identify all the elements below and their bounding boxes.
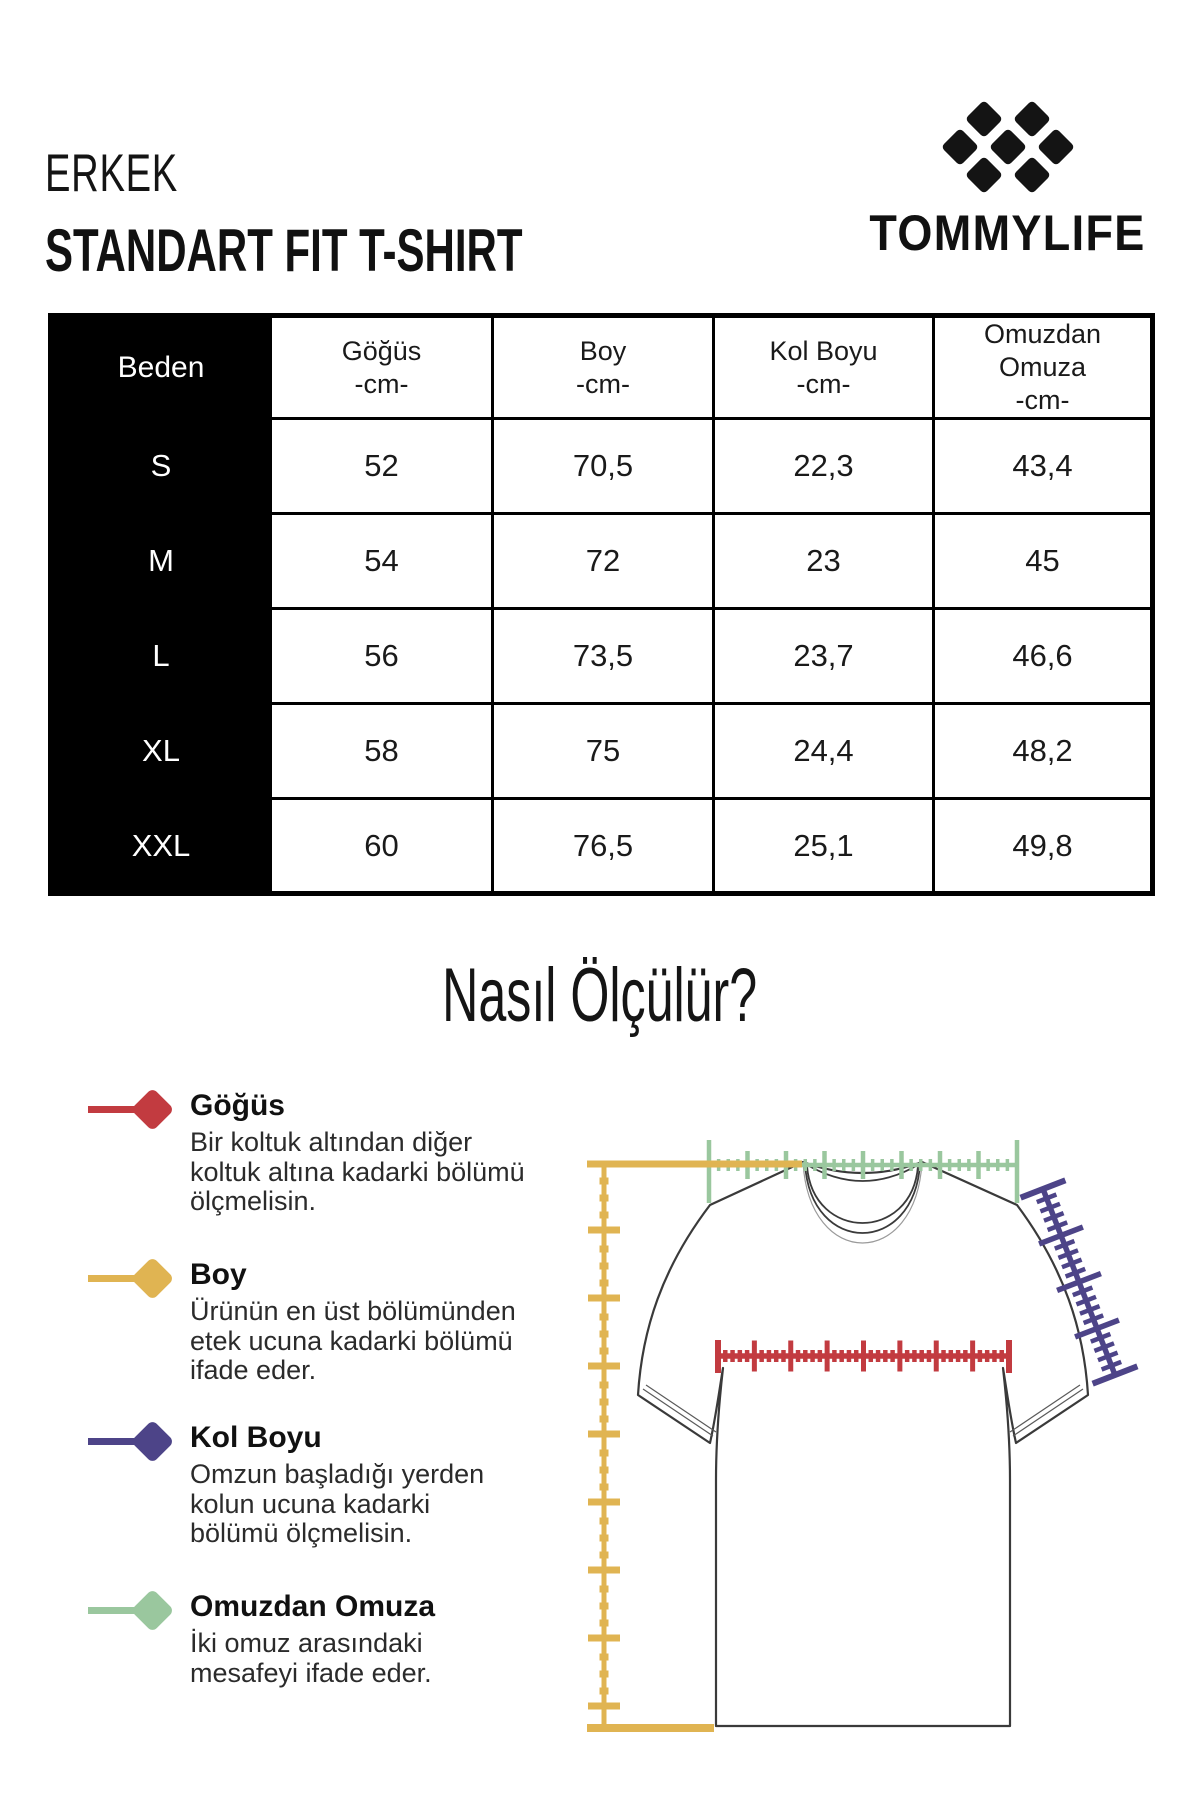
logo-diamond (941, 128, 979, 166)
value-cell: 25,1 (714, 799, 934, 894)
legend-item-boy (88, 1258, 568, 1386)
tommylife-logo-icon (935, 93, 1081, 201)
header-label: Göğüs (341, 335, 422, 366)
header-unit: -cm- (796, 368, 851, 399)
legend-connector-line (88, 1438, 136, 1445)
legend-desc-line: ölçmelisin. (190, 1186, 317, 1216)
table-row-xxl (51, 799, 1153, 894)
value-cell: 73,5 (493, 609, 714, 704)
logo-diamond (1013, 100, 1051, 138)
category-subtitle-text: ERKEK (45, 144, 178, 203)
header-cell-beden (51, 316, 271, 419)
value-cell: 23 (714, 514, 934, 609)
value-cell: 49,8 (934, 799, 1153, 894)
yellow-diamond-icon (131, 1257, 175, 1301)
category-subtitle (45, 143, 230, 204)
legend-desc-line: bölümü ölçmelisin. (190, 1518, 413, 1548)
header-label: Omuzdan (983, 319, 1102, 349)
brand-name-text: TOMMYLIFE (869, 205, 1147, 261)
legend-desc-line: kolun ucuna kadarki (190, 1488, 431, 1519)
page-title-text: STANDART FIT T-SHIRT (45, 217, 523, 284)
size-label: XL (51, 704, 271, 799)
header-cell-gogus (271, 316, 493, 419)
header-unit: -cm- (354, 368, 409, 399)
tshirt-measure-diagram (500, 1080, 1200, 1800)
legend-desc-line: koltuk altına kadarki bölümü (190, 1156, 525, 1187)
table-row-s (51, 419, 1153, 514)
value-cell: 46,6 (934, 609, 1153, 704)
value-cell: 43,4 (934, 419, 1153, 514)
legend-desc-line: mesafeyi ifade eder. (190, 1657, 432, 1688)
howto-heading (0, 952, 1200, 1039)
value-cell: 24,4 (714, 704, 934, 799)
value-cell: 22,3 (714, 419, 934, 514)
legend-title: Kol Boyu (190, 1421, 322, 1454)
legend-title: Boy (190, 1258, 247, 1291)
howto-heading-text: Nasıl Ölçülür? (442, 953, 758, 1038)
size-label: M (51, 514, 271, 609)
table-row-xl (51, 704, 1153, 799)
header-label: Kol Boyu (769, 335, 878, 366)
logo-diamond (1013, 156, 1051, 194)
legend-connector-line (88, 1275, 136, 1282)
legend-desc-line: ifade eder. (190, 1355, 317, 1385)
value-cell: 70,5 (493, 419, 714, 514)
size-table-header-row (51, 316, 1153, 419)
logo-diamond (989, 128, 1027, 166)
brand-name (808, 204, 1200, 262)
value-cell: 56 (271, 609, 493, 704)
table-row-m (51, 514, 1153, 609)
logo-diamond (965, 156, 1003, 194)
legend-title: Göğüs (190, 1089, 285, 1122)
value-cell: 52 (271, 419, 493, 514)
legend-item-omuzdan-omuza (88, 1590, 568, 1688)
legend-desc-line: Ürünün en üst bölümünden (190, 1296, 516, 1326)
value-cell: 23,7 (714, 609, 934, 704)
size-label: XXL (51, 799, 271, 894)
header-cell-omuzdan-omuza (934, 316, 1153, 419)
legend-connector-line (88, 1106, 136, 1113)
green-diamond-icon (131, 1589, 175, 1633)
legend-desc-line: etek ucuna kadarki bölümü (190, 1325, 513, 1356)
header-unit: -cm- (1015, 385, 1070, 415)
table-row-l (51, 609, 1153, 704)
legend-item-gogus (88, 1089, 568, 1217)
legend-desc-line: Bir koltuk altından diğer (190, 1127, 473, 1157)
value-cell: 76,5 (493, 799, 714, 894)
header-label: Beden (117, 351, 205, 384)
header-label: Boy (579, 335, 627, 366)
value-cell: 75 (493, 704, 714, 799)
legend-title: Omuzdan Omuza (190, 1590, 436, 1623)
legend-desc-line: İki omuz arasındaki (190, 1628, 423, 1658)
red-diamond-icon (131, 1088, 175, 1132)
header-cell-boy (493, 316, 714, 419)
size-label: S (51, 419, 271, 514)
value-cell: 72 (493, 514, 714, 609)
header-cell-kol-boyu (714, 316, 934, 419)
size-table (48, 313, 1155, 896)
size-label: L (51, 609, 271, 704)
value-cell: 60 (271, 799, 493, 894)
value-cell: 48,2 (934, 704, 1153, 799)
header-unit: -cm- (576, 368, 630, 399)
purple-diamond-icon (131, 1420, 175, 1464)
legend-connector-line (88, 1607, 136, 1614)
value-cell: 58 (271, 704, 493, 799)
legend-desc-line: Omzun başladığı yerden (190, 1459, 485, 1489)
value-cell: 54 (271, 514, 493, 609)
tshirt-outline (638, 1162, 1088, 1726)
page-title (45, 216, 727, 285)
header-label: Omuza (998, 352, 1087, 382)
legend-item-kol-boyu (88, 1421, 568, 1549)
value-cell: 45 (934, 514, 1153, 609)
logo-diamond (965, 100, 1003, 138)
logo-diamond (1037, 128, 1075, 166)
